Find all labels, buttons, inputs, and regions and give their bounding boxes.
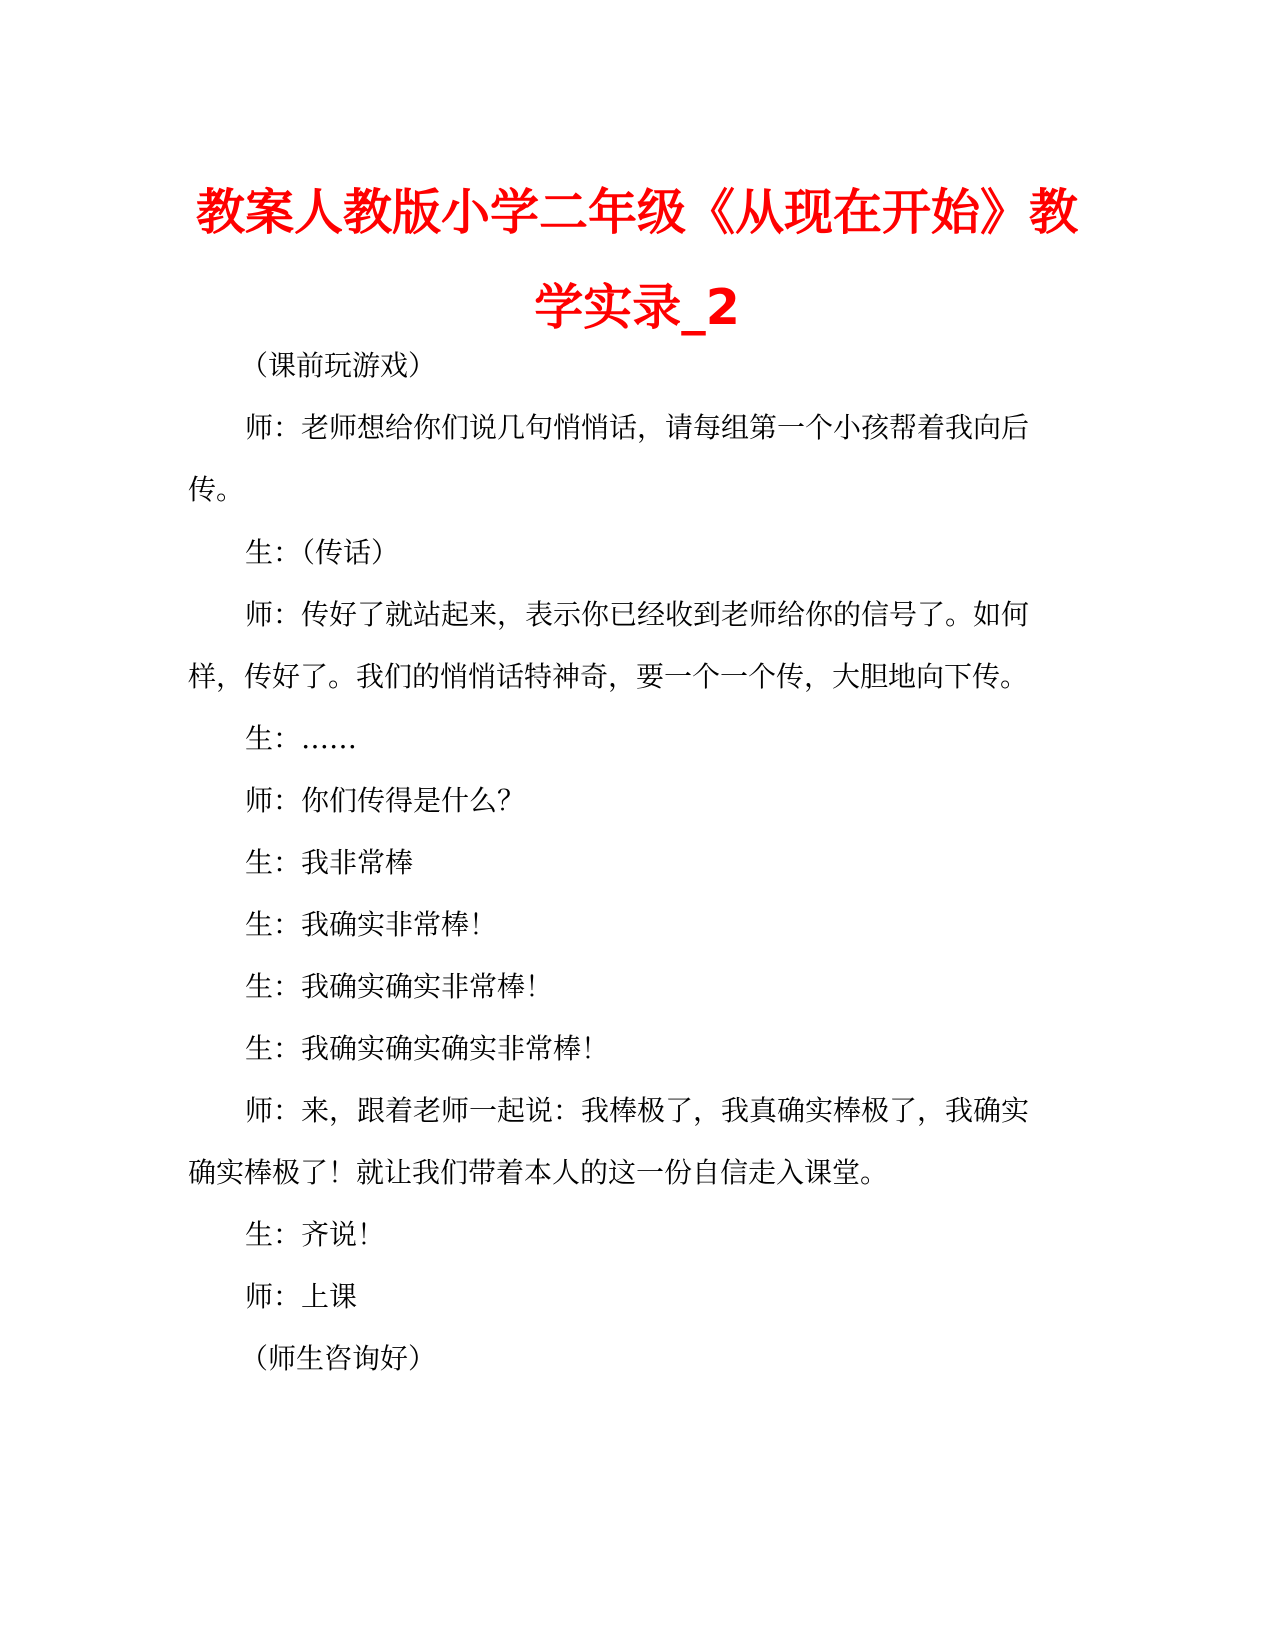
paragraph-line: 生：我非常棒 — [245, 846, 414, 879]
paragraph-line: 师：你们传得是什么？ — [245, 784, 526, 817]
paragraph-line: 生：我确实非常棒！ — [245, 908, 498, 941]
paragraph-line: 生：我确实确实确实非常棒！ — [245, 1032, 610, 1065]
paragraph-line: 师：传好了就站起来，表示你已经收到老师给你的信号了。如何 — [245, 598, 1030, 631]
document-title-line-1: 教案人教版小学二年级《从现在开始》教 — [195, 184, 1078, 241]
paragraph-line: （师生咨询好） — [240, 1342, 437, 1375]
paragraph-line: 确实棒极了！就让我们带着本人的这一份自信走入课堂。 — [188, 1156, 889, 1189]
paragraph-line: 生：齐说！ — [245, 1218, 386, 1251]
paragraph-line: 生：（传话） — [245, 536, 400, 569]
document-title-line-2: 学实录_2 — [534, 279, 740, 336]
paragraph-line: 师：上课 — [245, 1280, 358, 1313]
paragraph-line: 生：…… — [245, 722, 358, 755]
paragraph-line: 师：来，跟着老师一起说：我棒极了，我真确实棒极了，我确实 — [245, 1094, 1030, 1127]
paragraph-line: 生：我确实确实非常棒！ — [245, 970, 554, 1003]
paragraph-line: 样，传好了。我们的悄悄话特神奇，要一个一个传，大胆地向下传。 — [188, 660, 1029, 693]
paragraph-line: 传。 — [188, 473, 245, 506]
paragraph-line: （课前玩游戏） — [240, 349, 437, 382]
paragraph-line: 师：老师想给你们说几句悄悄话，请每组第一个小孩帮着我向后 — [245, 411, 1030, 444]
